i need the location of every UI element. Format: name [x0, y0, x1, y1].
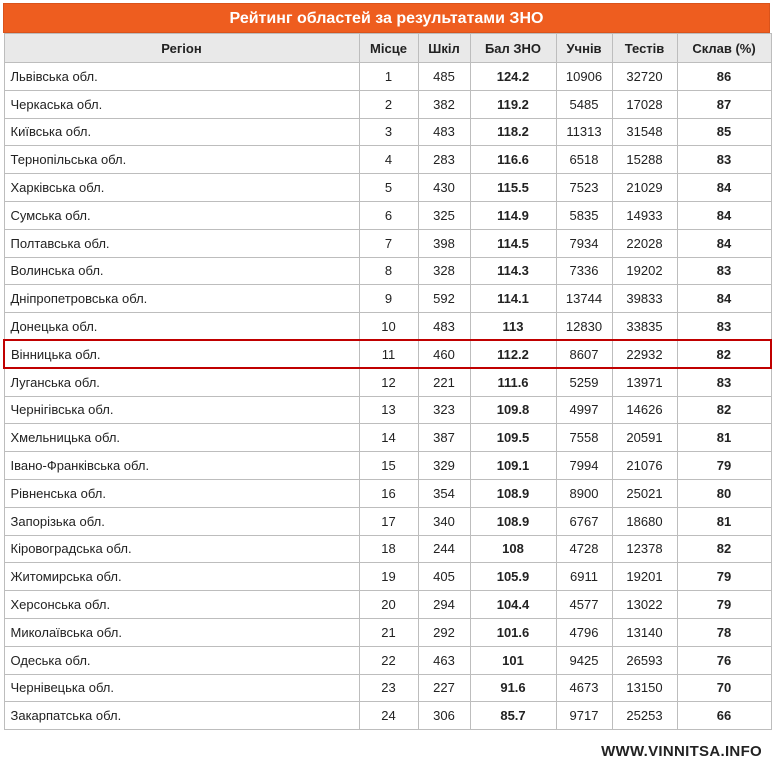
cell-passed: 84 — [677, 201, 771, 229]
table-row — [4, 424, 771, 452]
cell-place: 10 — [359, 313, 418, 341]
table-row — [4, 563, 771, 591]
cell-score: 109.8 — [470, 396, 556, 424]
cell-students: 4728 — [556, 535, 612, 563]
cell-passed: 79 — [677, 591, 771, 619]
cell-region: Тернопільська обл. — [4, 146, 359, 174]
table-row-highlighted — [4, 340, 771, 368]
cell-score: 109.1 — [470, 452, 556, 480]
cell-schools: 283 — [418, 146, 470, 174]
cell-students: 6767 — [556, 507, 612, 535]
cell-tests: 19202 — [612, 257, 677, 285]
cell-passed: 79 — [677, 563, 771, 591]
cell-score: 124.2 — [470, 63, 556, 91]
cell-students: 9425 — [556, 646, 612, 674]
cell-region: Вінницька обл. — [4, 340, 359, 368]
cell-place: 1 — [359, 63, 418, 91]
cell-score: 108 — [470, 535, 556, 563]
cell-place: 17 — [359, 507, 418, 535]
cell-score: 114.5 — [470, 229, 556, 257]
cell-tests: 25021 — [612, 479, 677, 507]
cell-place: 5 — [359, 174, 418, 202]
cell-place: 16 — [359, 479, 418, 507]
cell-score: 115.5 — [470, 174, 556, 202]
col-header-region: Регіон — [4, 34, 359, 63]
cell-place: 11 — [359, 340, 418, 368]
cell-passed: 83 — [677, 313, 771, 341]
rating-table-container — [3, 3, 770, 730]
cell-students: 9717 — [556, 702, 612, 730]
cell-tests: 31548 — [612, 118, 677, 146]
cell-passed: 82 — [677, 340, 771, 368]
cell-score: 104.4 — [470, 591, 556, 619]
cell-place: 8 — [359, 257, 418, 285]
cell-schools: 244 — [418, 535, 470, 563]
cell-passed: 85 — [677, 118, 771, 146]
cell-passed: 81 — [677, 424, 771, 452]
cell-students: 6911 — [556, 563, 612, 591]
table-row — [4, 174, 771, 202]
cell-students: 5485 — [556, 90, 612, 118]
cell-schools: 292 — [418, 618, 470, 646]
cell-tests: 19201 — [612, 563, 677, 591]
cell-students: 10906 — [556, 63, 612, 91]
cell-region: Хмельницька обл. — [4, 424, 359, 452]
cell-tests: 39833 — [612, 285, 677, 313]
cell-region: Херсонська обл. — [4, 591, 359, 619]
cell-students: 11313 — [556, 118, 612, 146]
table-title: Рейтинг областей за результатами ЗНО — [3, 3, 770, 33]
cell-schools: 340 — [418, 507, 470, 535]
table-row — [4, 313, 771, 341]
cell-score: 109.5 — [470, 424, 556, 452]
table-row — [4, 618, 771, 646]
table-row — [4, 674, 771, 702]
table-row — [4, 285, 771, 313]
cell-region: Луганська обл. — [4, 368, 359, 396]
cell-tests: 26593 — [612, 646, 677, 674]
header-row — [4, 34, 771, 63]
cell-tests: 17028 — [612, 90, 677, 118]
cell-region: Івано-Франківська обл. — [4, 452, 359, 480]
cell-region: Закарпатська обл. — [4, 702, 359, 730]
cell-schools: 483 — [418, 313, 470, 341]
cell-score: 108.9 — [470, 507, 556, 535]
cell-place: 21 — [359, 618, 418, 646]
cell-region: Кіровоградська обл. — [4, 535, 359, 563]
col-header-place: Місце — [359, 34, 418, 63]
cell-tests: 15288 — [612, 146, 677, 174]
cell-passed: 84 — [677, 285, 771, 313]
cell-tests: 13150 — [612, 674, 677, 702]
cell-tests: 25253 — [612, 702, 677, 730]
cell-score: 111.6 — [470, 368, 556, 396]
table-row — [4, 201, 771, 229]
cell-place: 6 — [359, 201, 418, 229]
cell-schools: 463 — [418, 646, 470, 674]
cell-place: 3 — [359, 118, 418, 146]
table-row — [4, 507, 771, 535]
cell-students: 4577 — [556, 591, 612, 619]
cell-passed: 80 — [677, 479, 771, 507]
cell-passed: 79 — [677, 452, 771, 480]
cell-tests: 14626 — [612, 396, 677, 424]
col-header-score: Бал ЗНО — [470, 34, 556, 63]
cell-tests: 13140 — [612, 618, 677, 646]
cell-passed: 82 — [677, 535, 771, 563]
cell-region: Львівська обл. — [4, 63, 359, 91]
cell-tests: 12378 — [612, 535, 677, 563]
cell-place: 14 — [359, 424, 418, 452]
cell-schools: 485 — [418, 63, 470, 91]
cell-place: 23 — [359, 674, 418, 702]
cell-score: 118.2 — [470, 118, 556, 146]
cell-students: 7336 — [556, 257, 612, 285]
cell-region: Миколаївська обл. — [4, 618, 359, 646]
cell-schools: 323 — [418, 396, 470, 424]
col-header-passed: Склав (%) — [677, 34, 771, 63]
cell-passed: 82 — [677, 396, 771, 424]
cell-tests: 32720 — [612, 63, 677, 91]
cell-passed: 76 — [677, 646, 771, 674]
cell-schools: 398 — [418, 229, 470, 257]
cell-passed: 84 — [677, 174, 771, 202]
cell-tests: 13971 — [612, 368, 677, 396]
cell-passed: 83 — [677, 146, 771, 174]
cell-place: 19 — [359, 563, 418, 591]
cell-region: Сумська обл. — [4, 201, 359, 229]
cell-region: Рівненська обл. — [4, 479, 359, 507]
cell-passed: 81 — [677, 507, 771, 535]
cell-region: Запорізька обл. — [4, 507, 359, 535]
cell-passed: 78 — [677, 618, 771, 646]
cell-schools: 592 — [418, 285, 470, 313]
cell-schools: 328 — [418, 257, 470, 285]
cell-schools: 221 — [418, 368, 470, 396]
cell-students: 4673 — [556, 674, 612, 702]
cell-students: 5259 — [556, 368, 612, 396]
table-row — [4, 63, 771, 91]
cell-students: 7934 — [556, 229, 612, 257]
cell-region: Донецька обл. — [4, 313, 359, 341]
cell-tests: 21029 — [612, 174, 677, 202]
cell-tests: 21076 — [612, 452, 677, 480]
table-row — [4, 90, 771, 118]
cell-schools: 430 — [418, 174, 470, 202]
cell-region: Дніпропетровська обл. — [4, 285, 359, 313]
cell-students: 7558 — [556, 424, 612, 452]
cell-students: 8607 — [556, 340, 612, 368]
cell-region: Волинська обл. — [4, 257, 359, 285]
cell-schools: 306 — [418, 702, 470, 730]
cell-region: Київська обл. — [4, 118, 359, 146]
cell-tests: 14933 — [612, 201, 677, 229]
cell-tests: 18680 — [612, 507, 677, 535]
table-row — [4, 118, 771, 146]
table-row — [4, 591, 771, 619]
cell-students: 5835 — [556, 201, 612, 229]
cell-place: 9 — [359, 285, 418, 313]
cell-students: 4997 — [556, 396, 612, 424]
table-row — [4, 146, 771, 174]
cell-schools: 325 — [418, 201, 470, 229]
cell-score: 108.9 — [470, 479, 556, 507]
cell-place: 15 — [359, 452, 418, 480]
cell-place: 13 — [359, 396, 418, 424]
cell-schools: 483 — [418, 118, 470, 146]
cell-passed: 86 — [677, 63, 771, 91]
cell-students: 7523 — [556, 174, 612, 202]
cell-passed: 83 — [677, 368, 771, 396]
cell-place: 24 — [359, 702, 418, 730]
cell-schools: 227 — [418, 674, 470, 702]
site-watermark: WWW.VINNITSA.INFO — [598, 743, 765, 760]
rating-table — [3, 33, 772, 730]
cell-score: 105.9 — [470, 563, 556, 591]
cell-passed: 83 — [677, 257, 771, 285]
cell-score: 114.1 — [470, 285, 556, 313]
cell-schools: 387 — [418, 424, 470, 452]
cell-region: Полтавська обл. — [4, 229, 359, 257]
cell-students: 12830 — [556, 313, 612, 341]
table-body — [4, 63, 771, 730]
cell-region: Житомирська обл. — [4, 563, 359, 591]
cell-tests: 13022 — [612, 591, 677, 619]
cell-place: 18 — [359, 535, 418, 563]
table-row — [4, 229, 771, 257]
cell-schools: 460 — [418, 340, 470, 368]
cell-score: 85.7 — [470, 702, 556, 730]
cell-tests: 20591 — [612, 424, 677, 452]
table-row — [4, 479, 771, 507]
table-row — [4, 452, 771, 480]
cell-schools: 354 — [418, 479, 470, 507]
table-row — [4, 396, 771, 424]
cell-passed: 70 — [677, 674, 771, 702]
cell-schools: 329 — [418, 452, 470, 480]
cell-tests: 22028 — [612, 229, 677, 257]
col-header-students: Учнів — [556, 34, 612, 63]
cell-students: 4796 — [556, 618, 612, 646]
cell-place: 7 — [359, 229, 418, 257]
cell-score: 119.2 — [470, 90, 556, 118]
cell-region: Чернівецька обл. — [4, 674, 359, 702]
table-row — [4, 368, 771, 396]
cell-place: 22 — [359, 646, 418, 674]
table-row — [4, 535, 771, 563]
cell-schools: 294 — [418, 591, 470, 619]
col-header-tests: Тестів — [612, 34, 677, 63]
cell-schools: 405 — [418, 563, 470, 591]
cell-score: 114.9 — [470, 201, 556, 229]
cell-region: Одеська обл. — [4, 646, 359, 674]
cell-region: Харківська обл. — [4, 174, 359, 202]
cell-students: 8900 — [556, 479, 612, 507]
cell-region: Черкаська обл. — [4, 90, 359, 118]
cell-tests: 33835 — [612, 313, 677, 341]
cell-score: 112.2 — [470, 340, 556, 368]
cell-score: 101.6 — [470, 618, 556, 646]
cell-place: 2 — [359, 90, 418, 118]
cell-students: 6518 — [556, 146, 612, 174]
cell-passed: 87 — [677, 90, 771, 118]
cell-place: 20 — [359, 591, 418, 619]
cell-region: Чернігівська обл. — [4, 396, 359, 424]
cell-place: 12 — [359, 368, 418, 396]
table-row — [4, 702, 771, 730]
cell-score: 114.3 — [470, 257, 556, 285]
cell-score: 116.6 — [470, 146, 556, 174]
table-row — [4, 257, 771, 285]
cell-tests: 22932 — [612, 340, 677, 368]
cell-score: 91.6 — [470, 674, 556, 702]
col-header-schools: Шкіл — [418, 34, 470, 63]
cell-passed: 66 — [677, 702, 771, 730]
cell-students: 7994 — [556, 452, 612, 480]
cell-score: 113 — [470, 313, 556, 341]
cell-place: 4 — [359, 146, 418, 174]
cell-score: 101 — [470, 646, 556, 674]
cell-passed: 84 — [677, 229, 771, 257]
cell-students: 13744 — [556, 285, 612, 313]
cell-schools: 382 — [418, 90, 470, 118]
table-row — [4, 646, 771, 674]
